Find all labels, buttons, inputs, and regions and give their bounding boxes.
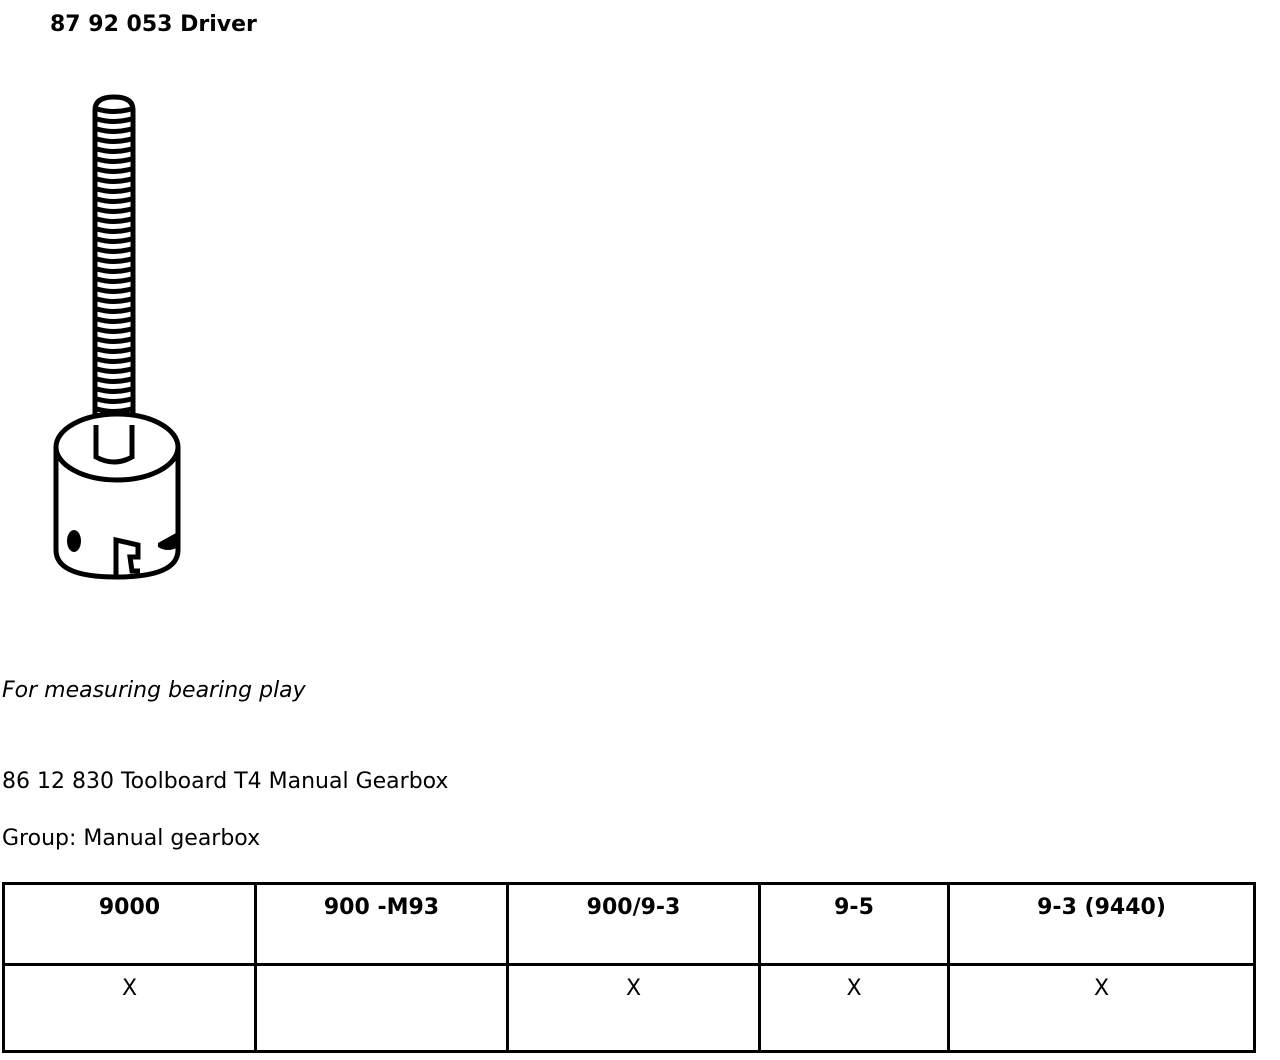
thread-rung [97, 299, 131, 302]
thread-rung [97, 129, 131, 132]
thread-rung [97, 369, 131, 372]
thread-rung [97, 289, 131, 292]
thread-rung [97, 109, 131, 112]
thread-rung [97, 229, 131, 232]
thread-rung [97, 319, 131, 322]
thread-rung [97, 309, 131, 312]
thread-rung [97, 399, 131, 402]
thread-rung [97, 259, 131, 262]
thread-rung [97, 279, 131, 282]
mark-900-9-3: X [508, 965, 760, 1052]
thread-rung [97, 339, 131, 342]
table-row [4, 965, 1255, 1052]
thread-rung [97, 409, 131, 412]
thread-rung [97, 149, 131, 152]
thread-rung [97, 199, 131, 202]
model-compatibility-table [2, 882, 1256, 1053]
thread-rung [97, 139, 131, 142]
header-900-9-3: 900/9-3 [508, 884, 760, 965]
mark-9-3-9440: X [949, 965, 1255, 1052]
mark-9-5: X [760, 965, 949, 1052]
header-9000: 9000 [4, 884, 256, 965]
thread-rung [97, 179, 131, 182]
thread-rung [97, 359, 131, 362]
thread-rung [97, 119, 131, 122]
thread-rung [97, 219, 131, 222]
threaded-driver-tool-icon [40, 85, 200, 595]
thread-rung [97, 269, 131, 272]
tool-description: For measuring bearing play [2, 678, 306, 703]
thread-rung [97, 189, 131, 192]
table-header-row [4, 884, 1255, 965]
header-900-m93: 900 -M93 [256, 884, 508, 965]
thread-rung [97, 249, 131, 252]
thread-rung [97, 329, 131, 332]
thread-rung [97, 169, 131, 172]
header-9-3-9440: 9-3 (9440) [949, 884, 1255, 965]
group-label: Group: Manual gearbox [2, 826, 261, 851]
thread-rung [97, 379, 131, 382]
thread-rung [97, 159, 131, 162]
header-9-5: 9-5 [760, 884, 949, 965]
toolboard-label: 86 12 830 Toolboard T4 Manual Gearbox [2, 769, 449, 794]
thread-rung [97, 349, 131, 352]
thread-rung [97, 389, 131, 392]
tool-title: 87 92 053 Driver [50, 12, 257, 37]
thread-rung [97, 239, 131, 242]
mark-9000: X [4, 965, 256, 1052]
thread-rung [97, 209, 131, 212]
mark-900-m93 [256, 965, 508, 1052]
